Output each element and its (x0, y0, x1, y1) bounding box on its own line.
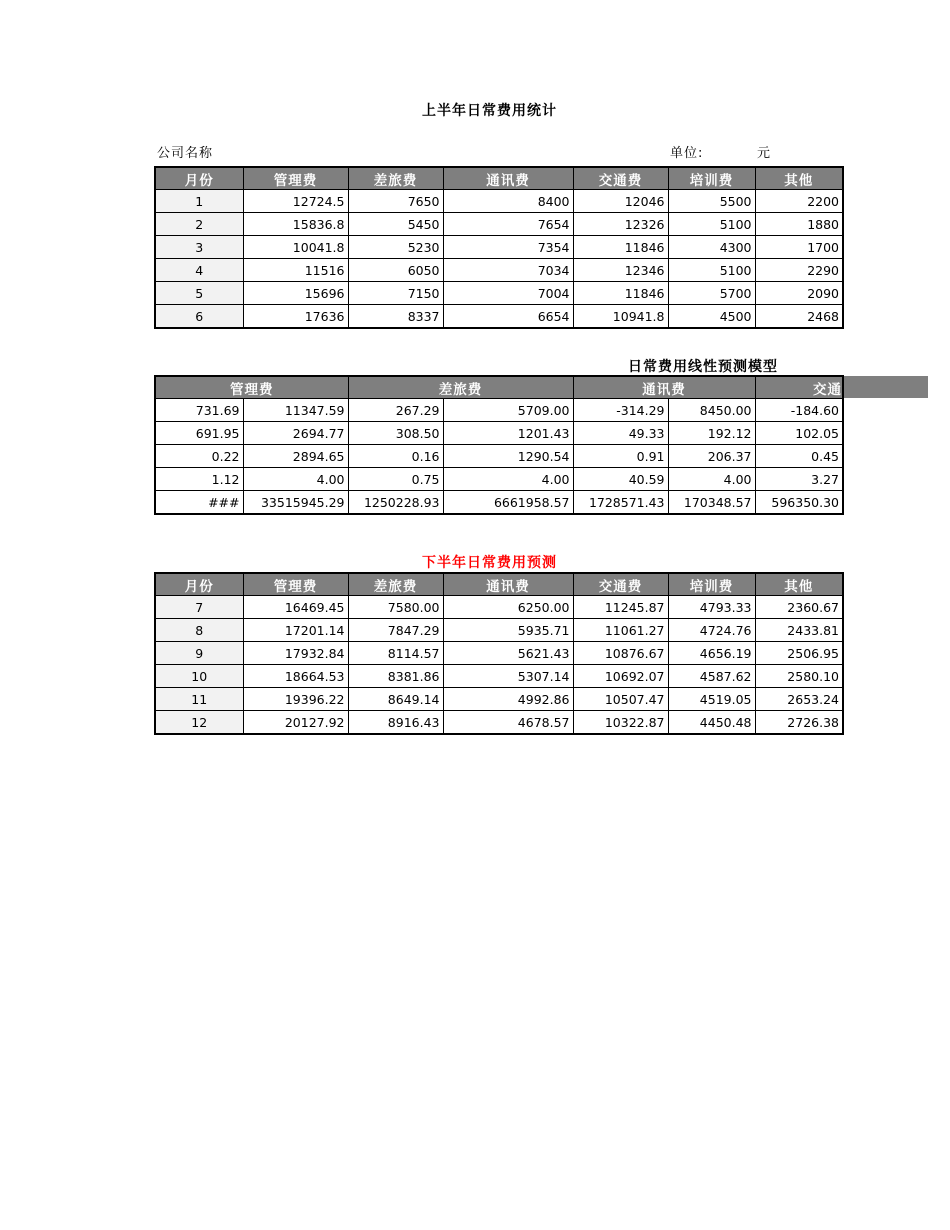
data-cell[interactable]: 170348.57 (668, 491, 755, 515)
unit-value: 元 (757, 146, 772, 161)
col-header: 月份 (155, 167, 243, 190)
data-cell[interactable]: 33515945.29 (243, 491, 348, 515)
data-cell[interactable]: 4.00 (243, 468, 348, 491)
data-cell[interactable]: 4656.19 (668, 642, 755, 665)
month-cell[interactable]: 3 (155, 236, 243, 259)
data-cell[interactable]: 2290 (755, 259, 843, 282)
data-cell[interactable]: 0.22 (155, 445, 243, 468)
data-cell[interactable]: 2433.81 (755, 619, 843, 642)
table-row (155, 619, 843, 642)
data-cell[interactable]: 1880 (755, 213, 843, 236)
data-cell[interactable]: 8381.86 (348, 665, 443, 688)
data-cell[interactable]: 4724.76 (668, 619, 755, 642)
month-cell[interactable]: 7 (155, 596, 243, 619)
data-cell[interactable]: 15696 (243, 282, 348, 305)
forecast-table (154, 572, 844, 735)
data-cell[interactable]: 192.12 (668, 422, 755, 445)
data-cell[interactable]: 4500 (668, 305, 755, 329)
data-cell[interactable]: 10876.67 (573, 642, 668, 665)
data-cell[interactable]: 2090 (755, 282, 843, 305)
data-cell[interactable]: 5621.43 (443, 642, 573, 665)
data-cell[interactable]: 40.59 (573, 468, 668, 491)
data-cell[interactable]: 19396.22 (243, 688, 348, 711)
company-name-label: 公司名称 (157, 146, 214, 161)
data-cell[interactable]: 6654 (443, 305, 573, 329)
col-header: 月份 (155, 573, 243, 596)
month-cell[interactable]: 8 (155, 619, 243, 642)
col-header: 交通费 (573, 167, 668, 190)
model-title: 日常费用线性预测模型 (628, 359, 778, 375)
data-cell[interactable]: 12046 (573, 190, 668, 213)
data-cell[interactable]: 0.16 (348, 445, 443, 468)
data-cell[interactable]: 7580.00 (348, 596, 443, 619)
data-cell[interactable]: 4519.05 (668, 688, 755, 711)
data-cell[interactable]: 7150 (348, 282, 443, 305)
col-header: 差旅费 (348, 573, 443, 596)
month-cell[interactable]: 12 (155, 711, 243, 735)
data-cell[interactable]: 5935.71 (443, 619, 573, 642)
data-cell[interactable]: 2200 (755, 190, 843, 213)
data-cell[interactable]: 0.45 (755, 445, 843, 468)
data-cell[interactable]: 12724.5 (243, 190, 348, 213)
data-cell[interactable]: 11516 (243, 259, 348, 282)
col-header: 管理费 (243, 573, 348, 596)
unit-label: 单位: (670, 146, 704, 161)
data-cell[interactable]: 17932.84 (243, 642, 348, 665)
data-cell[interactable]: 17636 (243, 305, 348, 329)
data-cell[interactable]: 731.69 (155, 399, 243, 422)
table-row (155, 305, 843, 329)
data-cell[interactable]: 2726.38 (755, 711, 843, 735)
data-cell[interactable]: 7654 (443, 213, 573, 236)
data-cell[interactable]: 10692.07 (573, 665, 668, 688)
month-cell[interactable]: 2 (155, 213, 243, 236)
data-cell[interactable]: 2894.65 (243, 445, 348, 468)
data-cell[interactable]: 6250.00 (443, 596, 573, 619)
data-cell[interactable]: 5500 (668, 190, 755, 213)
data-cell[interactable]: 18664.53 (243, 665, 348, 688)
data-cell[interactable]: 11061.27 (573, 619, 668, 642)
col-header: 交通 (755, 376, 843, 399)
table-row (155, 399, 843, 422)
col-header: 管理费 (243, 167, 348, 190)
data-cell[interactable]: 11846 (573, 282, 668, 305)
data-cell[interactable]: -314.29 (573, 399, 668, 422)
data-cell[interactable]: ### (155, 491, 243, 515)
table-row (155, 236, 843, 259)
data-cell[interactable]: 6050 (348, 259, 443, 282)
data-cell[interactable]: 5307.14 (443, 665, 573, 688)
data-cell[interactable]: 3.27 (755, 468, 843, 491)
data-cell[interactable]: 2360.67 (755, 596, 843, 619)
data-cell[interactable]: 1290.54 (443, 445, 573, 468)
data-cell[interactable]: 8649.14 (348, 688, 443, 711)
data-cell[interactable]: 5100 (668, 213, 755, 236)
data-cell[interactable]: 4992.86 (443, 688, 573, 711)
data-cell[interactable]: 11846 (573, 236, 668, 259)
table-row (155, 445, 843, 468)
data-cell[interactable]: 1728571.43 (573, 491, 668, 515)
table-row (155, 491, 843, 515)
data-cell[interactable]: 596350.30 (755, 491, 843, 515)
data-cell[interactable]: 691.95 (155, 422, 243, 445)
data-cell[interactable]: 7034 (443, 259, 573, 282)
data-cell[interactable]: 11245.87 (573, 596, 668, 619)
data-cell[interactable]: 1201.43 (443, 422, 573, 445)
table-row (155, 422, 843, 445)
col-header: 其他 (755, 573, 843, 596)
data-cell[interactable]: 4678.57 (443, 711, 573, 735)
month-cell[interactable]: 6 (155, 305, 243, 329)
data-cell[interactable]: 102.05 (755, 422, 843, 445)
forecast-title: 下半年日常费用预测 (422, 555, 557, 571)
model-header-row (155, 376, 843, 399)
col-header: 通讯费 (443, 167, 573, 190)
data-cell[interactable]: 4793.33 (668, 596, 755, 619)
data-cell[interactable]: 5230 (348, 236, 443, 259)
data-cell[interactable]: 10941.8 (573, 305, 668, 329)
data-cell[interactable]: 4.00 (668, 468, 755, 491)
data-cell[interactable]: 8337 (348, 305, 443, 329)
col-header: 通讯费 (573, 376, 755, 399)
data-cell[interactable]: 1700 (755, 236, 843, 259)
data-cell[interactable]: 4.00 (443, 468, 573, 491)
table-row (155, 282, 843, 305)
data-cell[interactable]: 10041.8 (243, 236, 348, 259)
data-cell[interactable]: 12326 (573, 213, 668, 236)
data-cell[interactable]: 0.75 (348, 468, 443, 491)
data-cell[interactable]: 11347.59 (243, 399, 348, 422)
col-header: 通讯费 (443, 573, 573, 596)
data-cell[interactable]: 5700 (668, 282, 755, 305)
data-cell[interactable]: 5709.00 (443, 399, 573, 422)
col-header: 培训费 (668, 167, 755, 190)
data-cell[interactable]: 5450 (348, 213, 443, 236)
data-cell[interactable]: 2694.77 (243, 422, 348, 445)
data-cell[interactable]: 20127.92 (243, 711, 348, 735)
table-row (155, 688, 843, 711)
data-cell[interactable]: 2653.24 (755, 688, 843, 711)
data-cell[interactable]: 16469.45 (243, 596, 348, 619)
table-row (155, 213, 843, 236)
data-cell[interactable]: 308.50 (348, 422, 443, 445)
data-cell[interactable]: 4450.48 (668, 711, 755, 735)
data-cell[interactable]: 4300 (668, 236, 755, 259)
data-cell[interactable]: 8450.00 (668, 399, 755, 422)
data-cell[interactable]: 7004 (443, 282, 573, 305)
data-cell[interactable]: 8916.43 (348, 711, 443, 735)
data-cell[interactable]: 49.33 (573, 422, 668, 445)
data-cell[interactable]: 7354 (443, 236, 573, 259)
data-cell[interactable]: 2468 (755, 305, 843, 329)
data-cell[interactable]: 267.29 (348, 399, 443, 422)
data-cell[interactable]: -184.60 (755, 399, 843, 422)
month-cell[interactable]: 1 (155, 190, 243, 213)
data-cell[interactable]: 2506.95 (755, 642, 843, 665)
data-cell[interactable]: 1250228.93 (348, 491, 443, 515)
model-header-overflow (842, 376, 928, 398)
data-cell[interactable]: 10322.87 (573, 711, 668, 735)
month-cell[interactable]: 10 (155, 665, 243, 688)
col-header: 差旅费 (348, 376, 573, 399)
table-row (155, 711, 843, 735)
data-cell[interactable]: 206.37 (668, 445, 755, 468)
stats-table (154, 166, 844, 329)
stats-title: 上半年日常费用统计 (422, 103, 557, 119)
col-header: 培训费 (668, 573, 755, 596)
model-table (154, 375, 844, 515)
data-cell[interactable]: 10507.47 (573, 688, 668, 711)
data-cell[interactable]: 7650 (348, 190, 443, 213)
data-cell[interactable]: 15836.8 (243, 213, 348, 236)
data-cell[interactable]: 2580.10 (755, 665, 843, 688)
data-cell[interactable]: 5100 (668, 259, 755, 282)
table-row (155, 468, 843, 491)
col-header: 其他 (755, 167, 843, 190)
forecast-header-row (155, 573, 843, 596)
table-row (155, 642, 843, 665)
col-header: 交通费 (573, 573, 668, 596)
data-cell[interactable]: 6661958.57 (443, 491, 573, 515)
data-cell[interactable]: 8114.57 (348, 642, 443, 665)
data-cell[interactable]: 4587.62 (668, 665, 755, 688)
data-cell[interactable]: 12346 (573, 259, 668, 282)
data-cell[interactable]: 7847.29 (348, 619, 443, 642)
stats-header-row (155, 167, 843, 190)
table-row (155, 596, 843, 619)
table-row (155, 190, 843, 213)
month-cell[interactable]: 5 (155, 282, 243, 305)
data-cell[interactable]: 17201.14 (243, 619, 348, 642)
col-header: 管理费 (155, 376, 348, 399)
data-cell[interactable]: 0.91 (573, 445, 668, 468)
month-cell[interactable]: 9 (155, 642, 243, 665)
table-row (155, 259, 843, 282)
month-cell[interactable]: 11 (155, 688, 243, 711)
data-cell[interactable]: 8400 (443, 190, 573, 213)
month-cell[interactable]: 4 (155, 259, 243, 282)
table-row (155, 665, 843, 688)
data-cell[interactable]: 1.12 (155, 468, 243, 491)
col-header: 差旅费 (348, 167, 443, 190)
